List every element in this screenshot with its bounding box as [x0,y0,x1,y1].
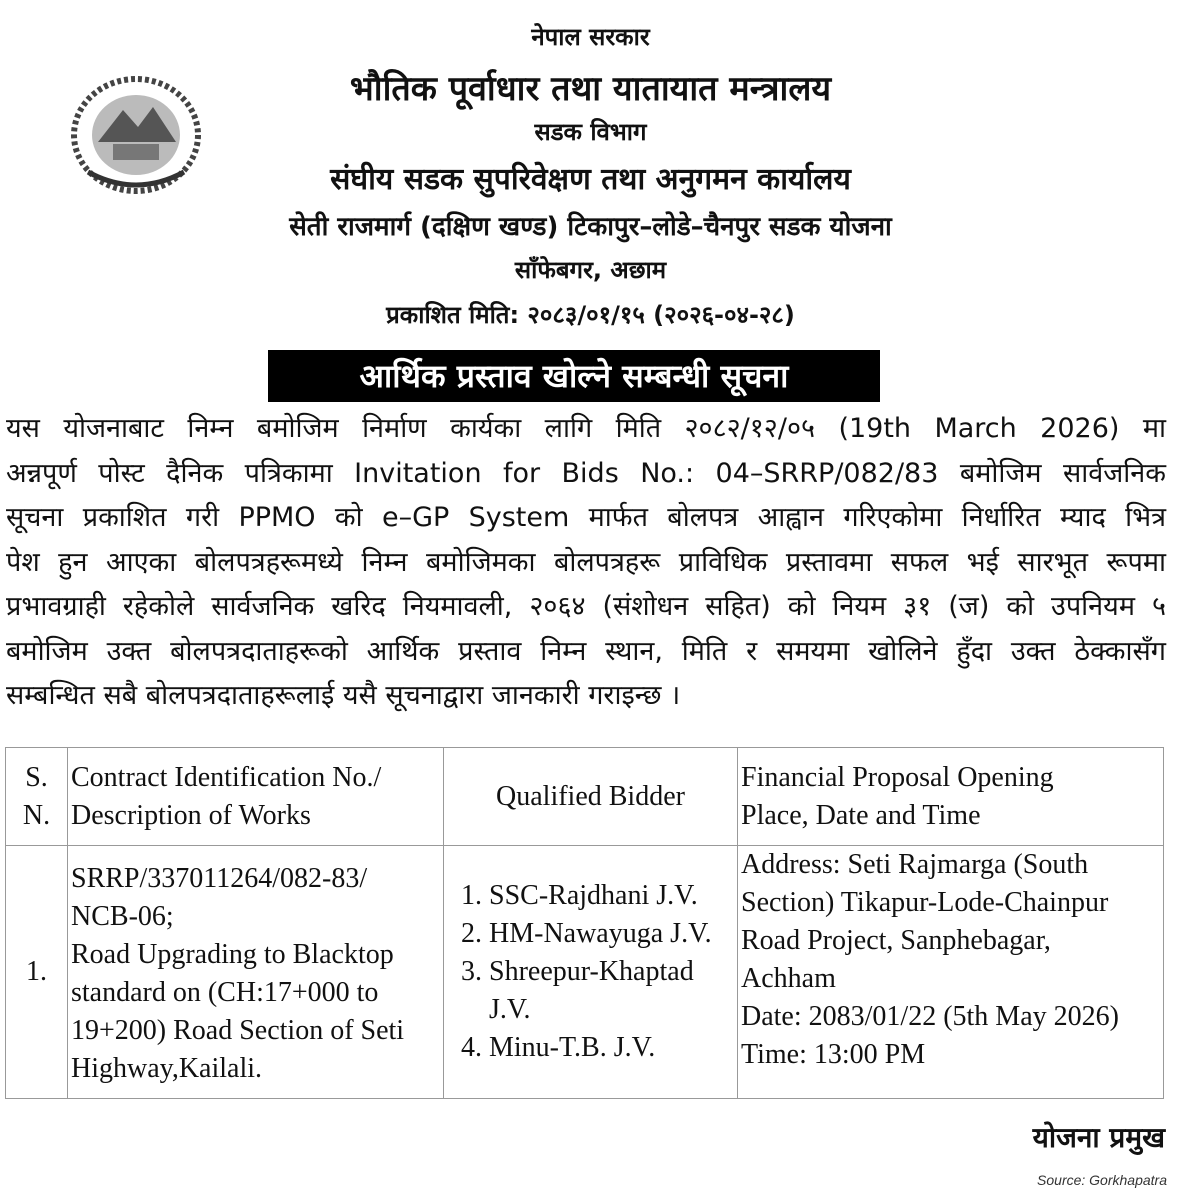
notice-title: आर्थिक प्रस्ताव खोल्ने सम्बन्धी सूचना [268,350,880,402]
cell-contract: SRRP/337011264/082-83/ NCB-06; Road Upgrading to Blacktop standard on (CH:17+000 to 19+200) Road Section of Seti Highway,Kailali. [68,846,444,1099]
body-line: अन्नपूर्ण पोस्ट दैनिक पत्रिकामा Invitation for Bids No.: 04–SRRP/082/83 बमोजिम सार्वजनिक [6,458,1166,489]
published-date: प्रकाशित मिति: २०८३/०१/१५ (२०२६-०४-२८) [386,301,795,329]
cell-opening: Address: Seti Rajmarga (South Section) Tikapur-Lode-Chainpur Road Project, Sanphebagar, Achham Date: 2083/01/22 (5th May 2026) Time: 13:00 PM [738,846,1164,1099]
table-row [6,846,1164,1099]
project-name: सेती राजमार्ग (दक्षिण खण्ड) टिकापुर–लोडे–चैनपुर सडक योजना [289,212,892,242]
bidder-item: 4. Minu-T.B. J.V. [489,1029,734,1067]
cell-sn: 1. [6,846,68,1099]
office-name: संघीय सडक सुपरिवेक्षण तथा अनुगमन कार्यालय [330,162,851,197]
header-sn: S. N. [6,748,68,846]
body-line: यस योजनाबाट निम्न बमोजिम निर्माण कार्यका लागि मिति २०८२/१२/०५ (19th March 2026) मा [6,413,1166,444]
bidder-item: 2. HM-Nawayuga J.V. [489,915,734,953]
header-contract: Contract Identification No./ Description of Works [68,748,444,846]
government-label: नेपाल सरकार [531,23,650,51]
header-opening: Financial Proposal Opening Place, Date and Time [738,748,1164,846]
bidder-item: 1. SSC-Rajdhani J.V. [489,877,734,915]
signature-title: योजना प्रमुख [1032,1121,1165,1154]
source-credit: Source: Gorkhapatra [1037,1172,1167,1188]
bidder-item: 3. Shreepur-Khaptad J.V. [489,953,734,1029]
body-line: प्रभावग्राही रहेकोले सार्वजनिक खरिद नियमावली, २०६४ (संशोधन सहित) को नियम ३१ (ज) को उपनियम ५ [6,591,1166,622]
table-header-row [6,748,1164,846]
department-name: सडक विभाग [534,118,647,146]
body-line: सम्बन्धित सबै बोलपत्रदाताहरूलाई यसै सूचनाद्वारा जानकारी गराइन्छ । [6,680,681,711]
body-line: बमोजिम उक्त बोलपत्रदाताहरूको आर्थिक प्रस्ताव निम्न स्थान, मिति र समयमा खोलिने हुँदा उक्त ठेक्कासँग [6,636,1166,667]
bid-table [5,747,1164,1099]
header-bidder: Qualified Bidder [444,748,738,846]
location: साँफेबगर, अछाम [514,256,667,284]
body-line: सूचना प्रकाशित गरी PPMO को e–GP System मार्फत बोलपत्र आह्वान गरिएकोमा निर्धारित म्याद भित्र [6,502,1166,533]
body-line: पेश हुन आएका बोलपत्रहरूमध्ये निम्न बमोजिमका बोलपत्रहरू प्राविधिक प्रस्तावमा सफल भई सारभूत रूपमा [6,547,1166,578]
ministry-name: भौतिक पूर्वाधार तथा यातायात मन्त्रालय [349,69,832,109]
cell-bidders [444,846,738,1099]
